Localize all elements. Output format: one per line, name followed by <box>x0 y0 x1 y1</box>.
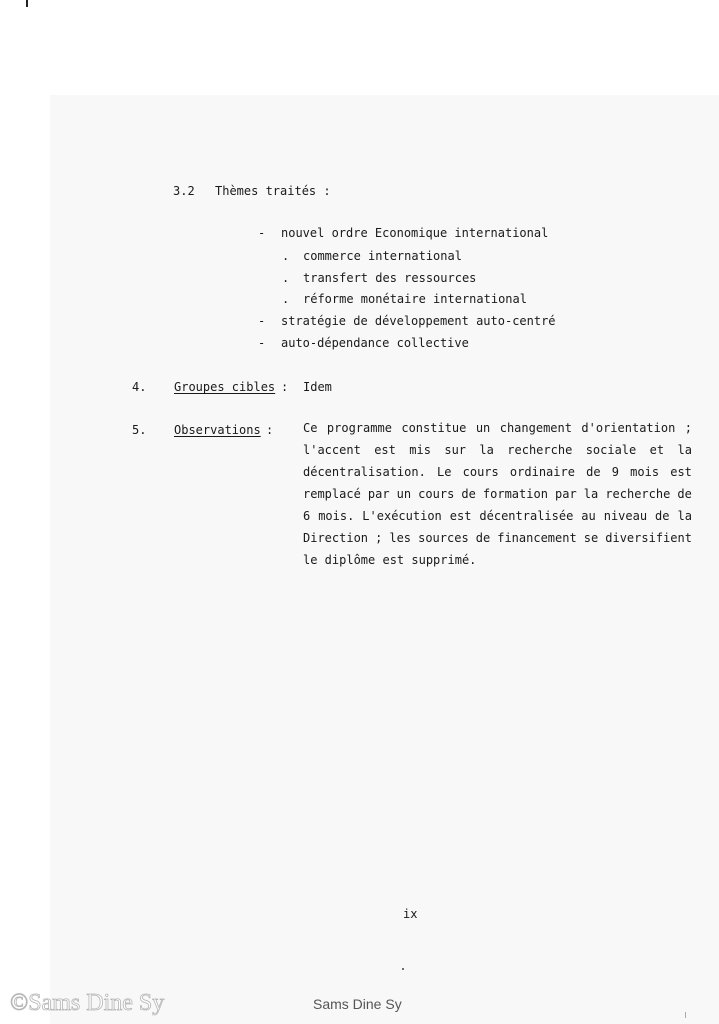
word: de <box>586 465 601 479</box>
word: 6 <box>303 509 311 523</box>
word: les <box>389 531 412 545</box>
word: programme <box>326 421 392 435</box>
section-5-number: 5. <box>132 423 147 437</box>
dash-bullet: - <box>258 314 266 328</box>
word: recherche <box>507 443 573 457</box>
word: est <box>670 465 692 479</box>
word: est <box>449 509 472 523</box>
page-number: ix <box>403 907 418 921</box>
watermark-author: Sams Dine Sy <box>313 996 402 1012</box>
word: Ce <box>303 421 318 435</box>
word: au <box>581 509 596 523</box>
word: mois. <box>318 509 355 523</box>
word: ; <box>684 421 692 435</box>
scan-speck <box>685 1012 686 1018</box>
word: de <box>677 487 692 501</box>
word: est <box>374 443 396 457</box>
list-item-text: réforme monétaire international <box>303 292 527 306</box>
word: changement <box>499 421 572 435</box>
section-4-label: Groupes cibles <box>174 380 276 394</box>
paragraph-line <box>303 417 692 439</box>
word: un <box>396 487 412 501</box>
list-item-text: stratégie de développement auto-centré <box>281 314 556 328</box>
word: 9 <box>611 465 619 479</box>
list-item-text: transfert des ressources <box>303 271 477 285</box>
word: cours <box>462 465 499 479</box>
paragraph-line <box>303 483 692 505</box>
word: décentralisée <box>479 509 574 523</box>
word: la <box>677 443 692 457</box>
word: Le <box>437 465 452 479</box>
dash-bullet: - <box>258 226 266 240</box>
word: la <box>583 487 599 501</box>
scan-speck <box>402 968 404 970</box>
word: la <box>479 443 494 457</box>
word: d'orientation <box>581 421 676 435</box>
dot-bullet: . <box>282 249 290 263</box>
word: recherche <box>605 487 671 501</box>
section-4-separator: : <box>281 380 289 394</box>
word: Direction <box>303 531 369 545</box>
word: remplacé <box>303 487 361 501</box>
word: l'accent <box>303 443 361 457</box>
watermark-copyright: ©Sams Dine Sy <box>10 990 165 1016</box>
paragraph-line <box>303 439 692 461</box>
word: constitue <box>401 421 467 435</box>
word: de <box>475 531 491 545</box>
paragraph-line <box>303 505 692 527</box>
word: décentralisation. <box>303 465 426 479</box>
word: par <box>367 487 390 501</box>
word: formation <box>482 487 548 501</box>
word: diversifient <box>605 531 692 545</box>
section-4-value: Idem <box>303 380 332 394</box>
word: se <box>583 531 599 545</box>
list-item-text: nouvel ordre Economique international <box>281 226 549 240</box>
word: niveau <box>603 509 648 523</box>
word: et <box>649 443 665 457</box>
word: sur <box>444 443 467 457</box>
word: L'exécution <box>362 509 442 523</box>
word: par <box>555 487 577 501</box>
paragraph-line <box>303 549 692 571</box>
word: le diplôme est supprimé. <box>303 553 477 567</box>
list-item-text: commerce international <box>303 249 462 263</box>
paragraph-line <box>303 527 692 549</box>
word: de <box>655 509 670 523</box>
section-5-label: Observations <box>174 423 261 437</box>
word: un <box>475 421 491 435</box>
word: cours <box>418 487 455 501</box>
observations-paragraph <box>303 417 692 571</box>
word: sources <box>418 531 469 545</box>
dot-bullet: . <box>282 271 290 285</box>
word: la <box>677 509 692 523</box>
scan-mark <box>26 0 28 7</box>
word: mois <box>630 465 660 479</box>
word: ; <box>375 531 383 545</box>
list-item-text: auto-dépendance collective <box>281 336 469 350</box>
section-3-2-title: Thèmes traités : <box>215 184 331 198</box>
word: sociale <box>585 443 637 457</box>
dash-bullet: - <box>258 336 266 350</box>
word: de <box>461 487 476 501</box>
word: ordinaire <box>509 465 575 479</box>
word: mis <box>409 443 431 457</box>
word: financement <box>497 531 577 545</box>
section-5-separator: : <box>266 423 274 437</box>
dot-bullet: . <box>282 292 290 306</box>
paragraph-line <box>303 461 692 483</box>
section-4-number: 4. <box>132 380 147 394</box>
section-3-2-number: 3.2 <box>173 184 195 198</box>
